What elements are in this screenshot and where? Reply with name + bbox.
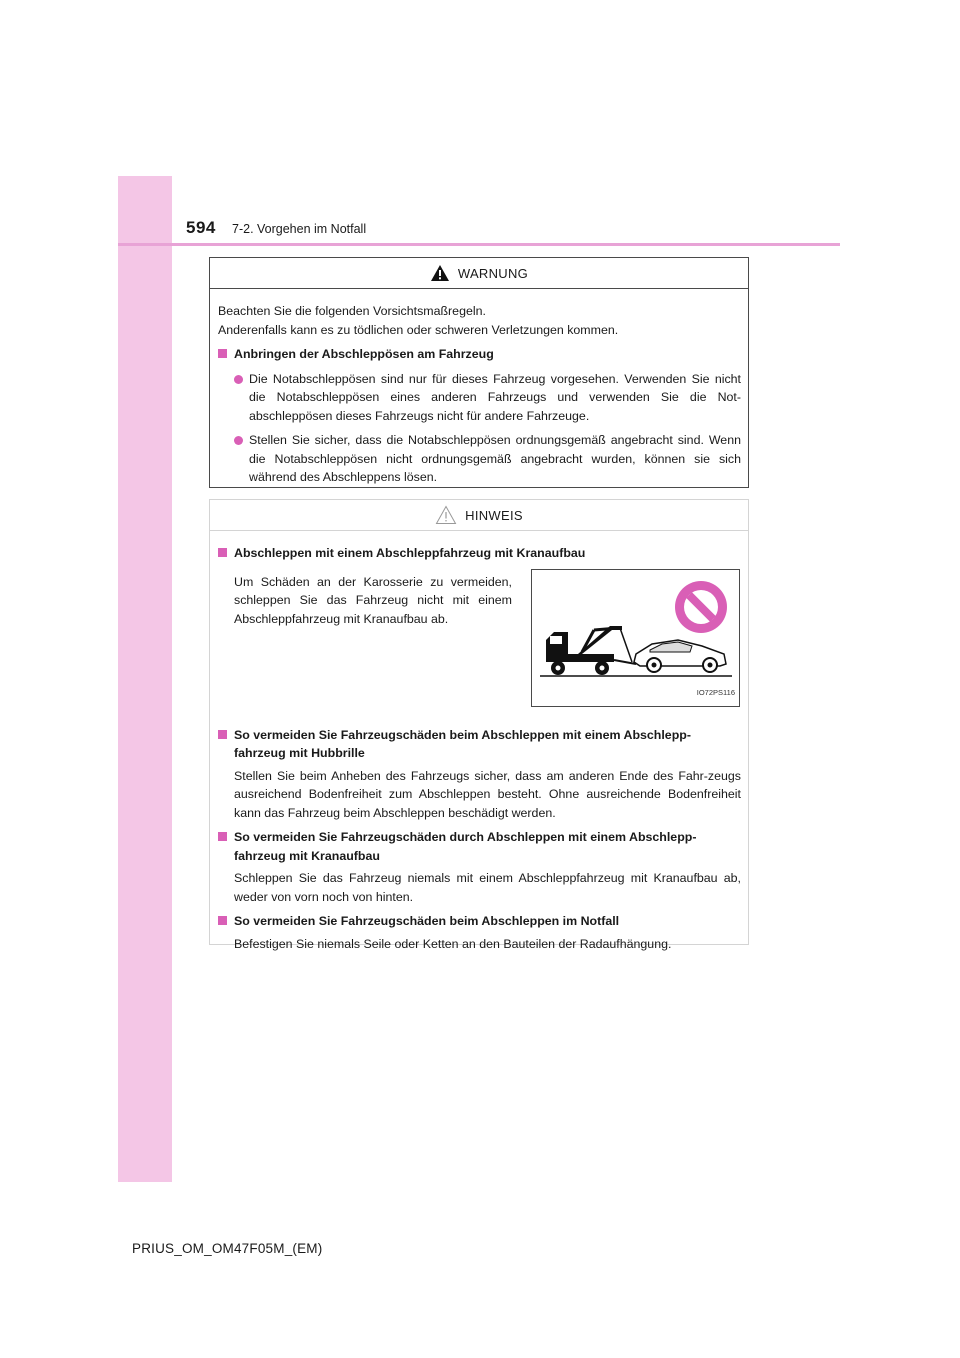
hint-title: HINWEIS bbox=[465, 507, 523, 523]
figure-id: IO72PS116 bbox=[696, 688, 735, 697]
warning-body bbox=[210, 289, 748, 487]
crane-tow-truck-prohibited-illustration bbox=[532, 570, 739, 694]
square-bullet-icon bbox=[218, 916, 227, 925]
warning-header bbox=[210, 258, 748, 289]
warning-triangle-icon bbox=[430, 264, 450, 282]
hint-heading-2 bbox=[218, 726, 741, 763]
hint-heading-3 bbox=[218, 828, 741, 865]
hint-box bbox=[209, 499, 749, 951]
square-bullet-icon bbox=[218, 349, 227, 358]
hint-heading-3-text: So vermeiden Sie Fahrzeugschäden durch Abschleppen mit einem Abschlepp-fahrzeug mit Kranaufbau bbox=[234, 830, 697, 863]
hint-text-2: Stellen Sie beim Anheben des Fahrzeugs sicher, dass am anderen Ende des Fahr-zeugs ausreichend Bodenfreiheit zum Abschleppen besteht. Ohne ausreichende Bodenfreiheit kann das Fahrzeug beim Abschleppen beschädigt werden. bbox=[234, 768, 741, 820]
warning-bullet-2 bbox=[218, 431, 741, 487]
warning-bullet-1-text: Die Notabschleppösen sind nur für dieses Fahrzeug vorgesehen. Verwenden Sie nicht die Notabschleppösen eines anderen Fahrzeugs und verwenden Sie die Not-abschleppösen dieses Fahrzeugs nicht für andere Fahrzeuge. bbox=[249, 371, 741, 423]
square-bullet-icon bbox=[218, 730, 227, 739]
prohibition-sign-icon bbox=[675, 581, 727, 633]
warning-bullet-1 bbox=[218, 370, 741, 426]
square-bullet-icon bbox=[218, 548, 227, 557]
section-title: 7-2. Vorgehen im Notfall bbox=[232, 222, 367, 236]
tow-truck-figure bbox=[531, 569, 740, 707]
hint-text-3: Schleppen Sie das Fahrzeug niemals mit einem Abschleppfahrzeug mit Kranaufbau ab, weder von vorn noch von hinten. bbox=[234, 871, 741, 904]
caution-triangle-outline-icon bbox=[435, 505, 457, 525]
warning-box bbox=[209, 257, 749, 488]
warning-heading-text: Anbringen der Abschleppösen am Fahrzeug bbox=[234, 347, 494, 361]
hint-heading-4-text: So vermeiden Sie Fahrzeugschäden beim Abschleppen im Notfall bbox=[234, 914, 620, 928]
square-bullet-icon bbox=[218, 832, 227, 841]
hint-text-1: Um Schäden an der Karosserie zu vermeiden, schleppen Sie das Fahrzeug nicht mit einem Abschleppfahrzeug mit Kranaufbau ab. bbox=[234, 574, 512, 626]
page-number: 594 bbox=[186, 218, 216, 237]
round-bullet-icon bbox=[234, 375, 243, 384]
document-code-footer: PRIUS_OM_OM47F05M_(EM) bbox=[132, 1241, 323, 1256]
hint-figure-row bbox=[218, 569, 741, 720]
warning-intro-line-1: Beachten Sie die folgenden Vorsichtsmaßregeln. bbox=[218, 304, 486, 318]
hint-header bbox=[210, 500, 748, 531]
hint-heading-1 bbox=[218, 544, 741, 563]
hint-heading-2-text: So vermeiden Sie Fahrzeugschäden beim Abschleppen mit einem Abschlepp-fahrzeug mit Hubbrille bbox=[234, 727, 691, 760]
hint-text-4: Befestigen Sie niemals Seile oder Ketten an den Bauteilen der Radaufhängung. bbox=[234, 936, 672, 951]
chapter-side-band bbox=[118, 176, 172, 1182]
warning-intro-line-2: Anderenfalls kann es zu tödlichen oder schweren Verletzungen kommen. bbox=[218, 322, 619, 337]
hint-heading-4 bbox=[218, 912, 741, 931]
hint-heading-1-text: Abschleppen mit einem Abschleppfahrzeug mit Kranaufbau bbox=[234, 546, 586, 560]
round-bullet-icon bbox=[234, 436, 243, 445]
warning-heading bbox=[218, 345, 741, 364]
warning-title: WARNUNG bbox=[457, 265, 529, 281]
header-rule bbox=[118, 243, 840, 246]
hint-body bbox=[210, 531, 748, 953]
warning-bullet-2-text: Stellen Sie sicher, dass die Notabschleppösen ordnungsgemäß angebracht sind. Wenn die Notabschleppösen nicht ordnungsgemäß angebracht wurden, können sie sich während des Abschleppens lösen. bbox=[249, 433, 741, 484]
